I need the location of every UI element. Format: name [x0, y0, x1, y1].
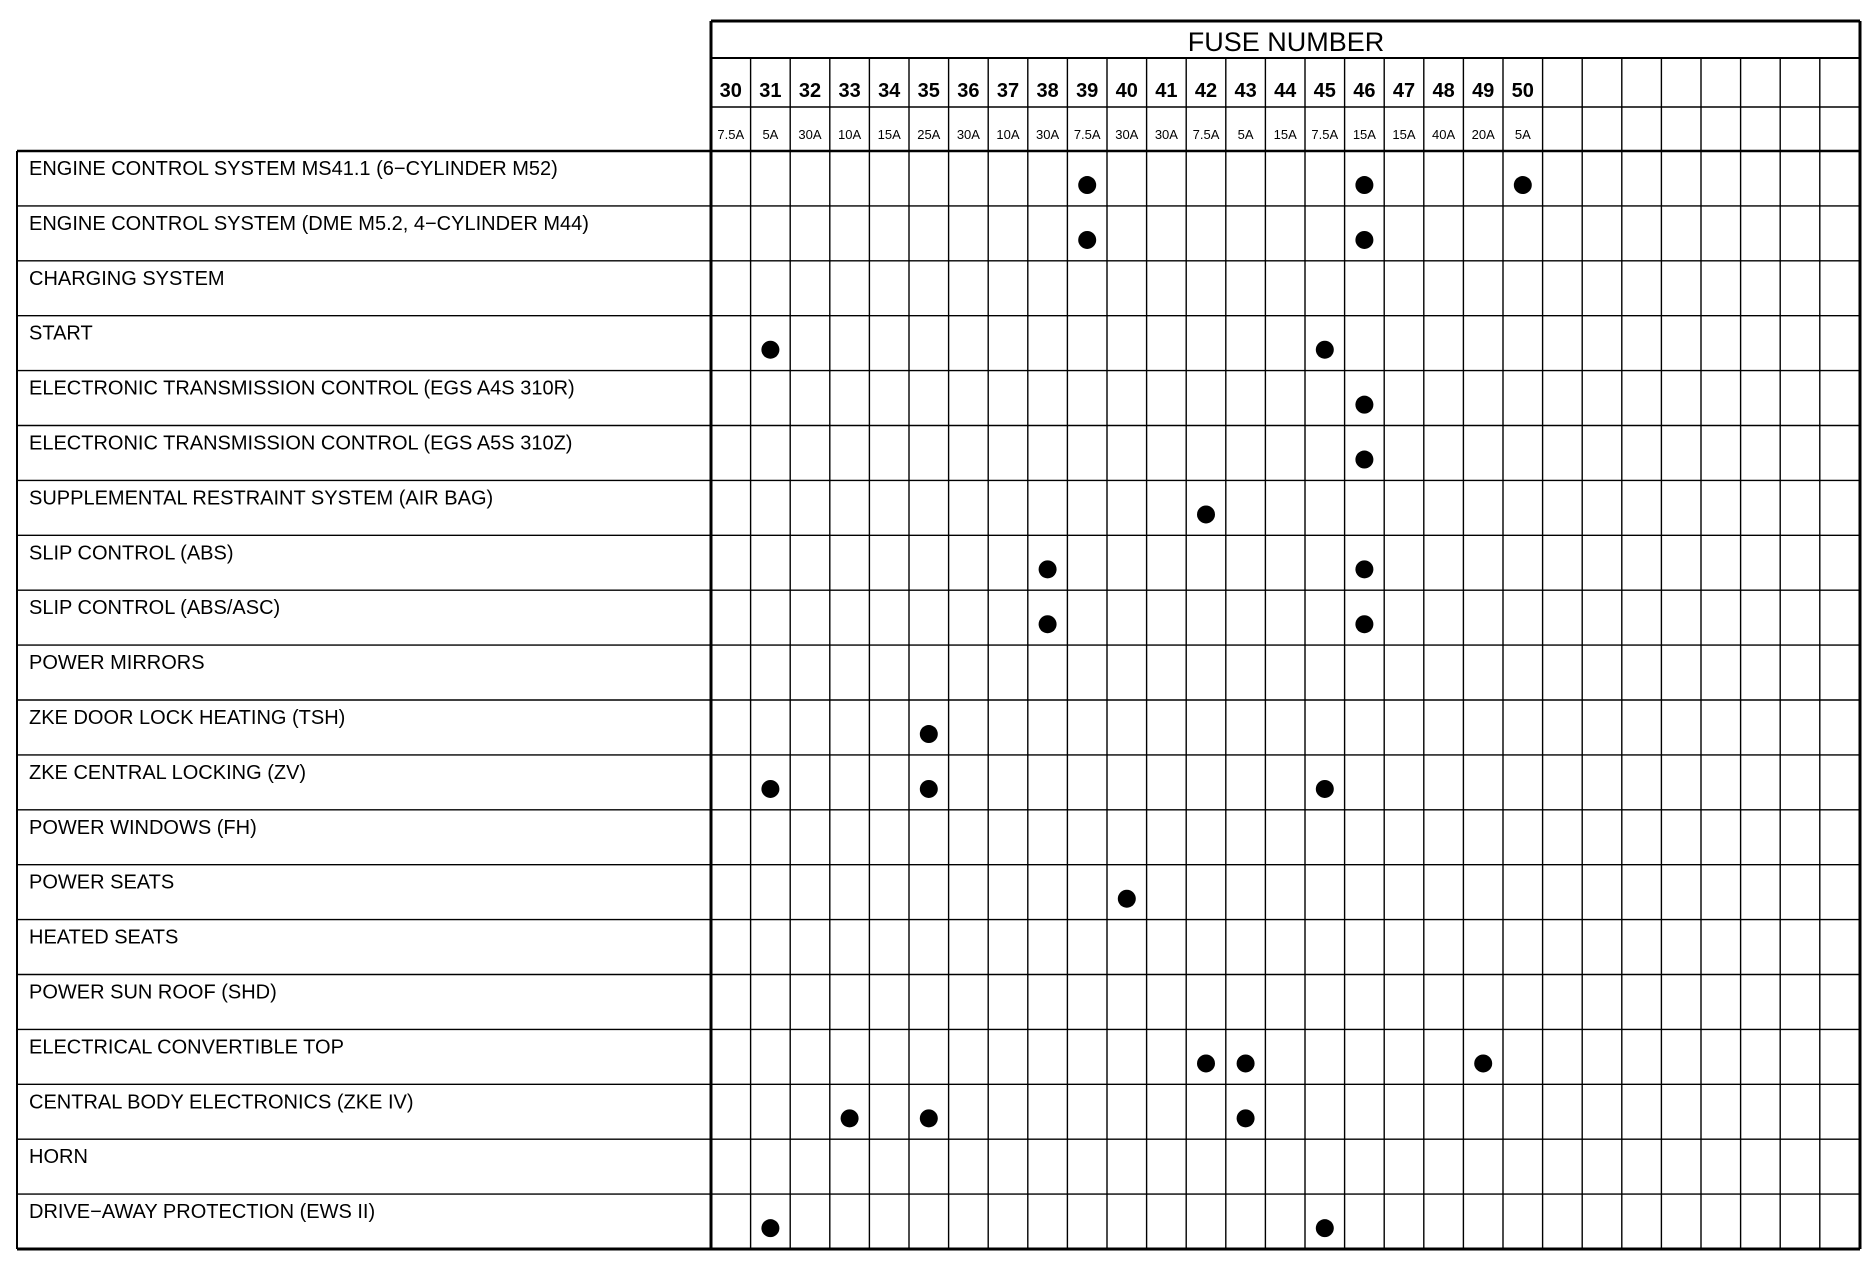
- fuse-rating-label: 15A: [877, 127, 901, 142]
- fuse-marker-dot: [920, 1109, 938, 1127]
- system-label: ELECTRONIC TRANSMISSION CONTROL (EGS A4S 310R): [29, 377, 575, 400]
- fuse-number-label: 35: [917, 80, 940, 102]
- fuse-number-label: 41: [1155, 80, 1178, 102]
- system-label: HEATED SEATS: [29, 926, 179, 949]
- fuse-rating-label: 5A: [1237, 127, 1254, 142]
- system-label: ELECTRONIC TRANSMISSION CONTROL (EGS A5S 310Z): [29, 432, 573, 455]
- fuse-rating-label: 20A: [1471, 127, 1495, 142]
- fuse-rating-label: 30A: [1036, 127, 1060, 142]
- system-labels: [29, 158, 589, 1223]
- fuse-number-label: 42: [1194, 80, 1218, 102]
- fuse-number-label: 50: [1511, 80, 1534, 102]
- fuse-marker-dot: [761, 780, 779, 798]
- fuse-number-label: 48: [1432, 80, 1455, 102]
- fuse-number-label: 31: [759, 80, 782, 102]
- fuse-marker-dot: [1197, 1054, 1215, 1072]
- fuse-rating-label: 7.5A: [1311, 127, 1339, 142]
- fuse-marker-dot: [1355, 451, 1373, 469]
- system-label: ENGINE CONTROL SYSTEM MS41.1 (6−CYLINDER M52): [29, 158, 558, 180]
- fuse-number-label: 32: [798, 80, 822, 102]
- system-label: CHARGING SYSTEM: [29, 267, 225, 290]
- fuse-marker-dot: [1355, 396, 1373, 414]
- fuse-number-label: 39: [1076, 80, 1099, 102]
- grid-lines: [17, 21, 1860, 1249]
- fuse-number-label: 49: [1472, 80, 1495, 102]
- fuse-number-label: 38: [1036, 80, 1059, 102]
- fuse-number-label: 43: [1234, 80, 1257, 102]
- fuse-rating-label: 30A: [798, 127, 822, 142]
- fuse-header-cells: [717, 80, 1534, 142]
- fuse-number-label: 40: [1115, 80, 1138, 102]
- system-label: DRIVE−AWAY PROTECTION (EWS II): [29, 1201, 376, 1224]
- fuse-marker-dot: [1039, 560, 1057, 578]
- system-label: SUPPLEMENTAL RESTRAINT SYSTEM (AIR BAG): [29, 487, 494, 510]
- fuse-marker-dot: [920, 725, 938, 743]
- fuse-marker-dot: [1355, 615, 1373, 633]
- fuse-number-label: 33: [838, 80, 861, 102]
- fuse-marker-dot: [1197, 505, 1215, 523]
- fuse-rating-label: 40A: [1432, 127, 1456, 142]
- fuse-marker-dot: [1355, 560, 1373, 578]
- fuse-rating-label: 7.5A: [717, 127, 745, 142]
- fuse-marker-dot: [920, 780, 938, 798]
- fuse-rating-label: 5A: [762, 127, 779, 142]
- fuse-marker-dot: [1078, 231, 1096, 249]
- fuse-rating-label: 30A: [1115, 127, 1139, 142]
- fuse-number-label: 45: [1313, 80, 1336, 102]
- fuse-rating-label: 15A: [1392, 127, 1416, 142]
- fuse-marker-dot: [1474, 1054, 1492, 1072]
- system-label: HORN: [29, 1146, 88, 1169]
- fuse-marker-dot: [1514, 176, 1532, 194]
- fuse-number-label: 34: [878, 80, 901, 102]
- fuse-marker-dot: [1355, 176, 1373, 194]
- fuse-rating-label: 30A: [1154, 127, 1178, 142]
- fuse-rating-label: 5A: [1514, 127, 1531, 142]
- fuse-marker-dot: [1078, 176, 1096, 194]
- system-label: ELECTRICAL CONVERTIBLE TOP: [29, 1036, 344, 1059]
- system-label: POWER WINDOWS (FH): [29, 816, 257, 839]
- system-label: SLIP CONTROL (ABS/ASC): [29, 597, 281, 620]
- system-label: POWER MIRRORS: [29, 652, 205, 675]
- system-label: ZKE DOOR LOCK HEATING (TSH): [29, 707, 346, 729]
- system-label: ZKE CENTRAL LOCKING (ZV): [29, 761, 307, 784]
- system-label: SLIP CONTROL (ABS): [29, 542, 234, 565]
- fuse-marker-dot: [1316, 341, 1334, 359]
- fuse-marker-dot: [761, 341, 779, 359]
- system-label: START: [29, 322, 93, 345]
- fuse-marker-dot: [1118, 890, 1136, 908]
- fuse-marker-dot: [761, 1219, 779, 1237]
- fuse-number-label: 30: [719, 80, 742, 102]
- fuse-number-label: 37: [996, 80, 1020, 102]
- fuse-marker-dot: [1355, 231, 1373, 249]
- fuse-marker-dot: [1316, 780, 1334, 798]
- fuse-rating-label: 30A: [956, 127, 980, 142]
- chart-header: [1188, 27, 1385, 57]
- fuse-rating-label: 7.5A: [1192, 127, 1220, 142]
- fuse-marker-dot: [841, 1109, 859, 1127]
- fuse-number-label: 36: [957, 80, 980, 102]
- fuse-marker-dot: [1039, 615, 1057, 633]
- fuse-rating-label: 15A: [1352, 127, 1376, 142]
- fuse-marker-dot: [1316, 1219, 1334, 1237]
- fuse-rating-label: 10A: [838, 127, 862, 142]
- fuse-number-label: 44: [1274, 80, 1297, 102]
- fuse-marker-dot: [1237, 1054, 1255, 1072]
- fuse-number-title: FUSE NUMBER: [1187, 27, 1385, 57]
- system-label: ENGINE CONTROL SYSTEM (DME M5.2, 4−CYLINDER M44): [29, 212, 589, 235]
- fuse-rating-label: 15A: [1273, 127, 1297, 142]
- fuse-rating-label: 10A: [996, 127, 1020, 142]
- fuse-number-label: 46: [1353, 80, 1376, 102]
- system-label: POWER SUN ROOF (SHD): [29, 981, 277, 1004]
- fuse-number-label: 47: [1392, 80, 1416, 102]
- system-label: CENTRAL BODY ELECTRONICS (ZKE IV): [29, 1091, 414, 1114]
- fuse-rating-label: 7.5A: [1073, 127, 1101, 142]
- fuse-marker-dot: [1237, 1109, 1255, 1127]
- fuse-rating-label: 25A: [917, 127, 941, 142]
- system-label: POWER SEATS: [29, 871, 175, 894]
